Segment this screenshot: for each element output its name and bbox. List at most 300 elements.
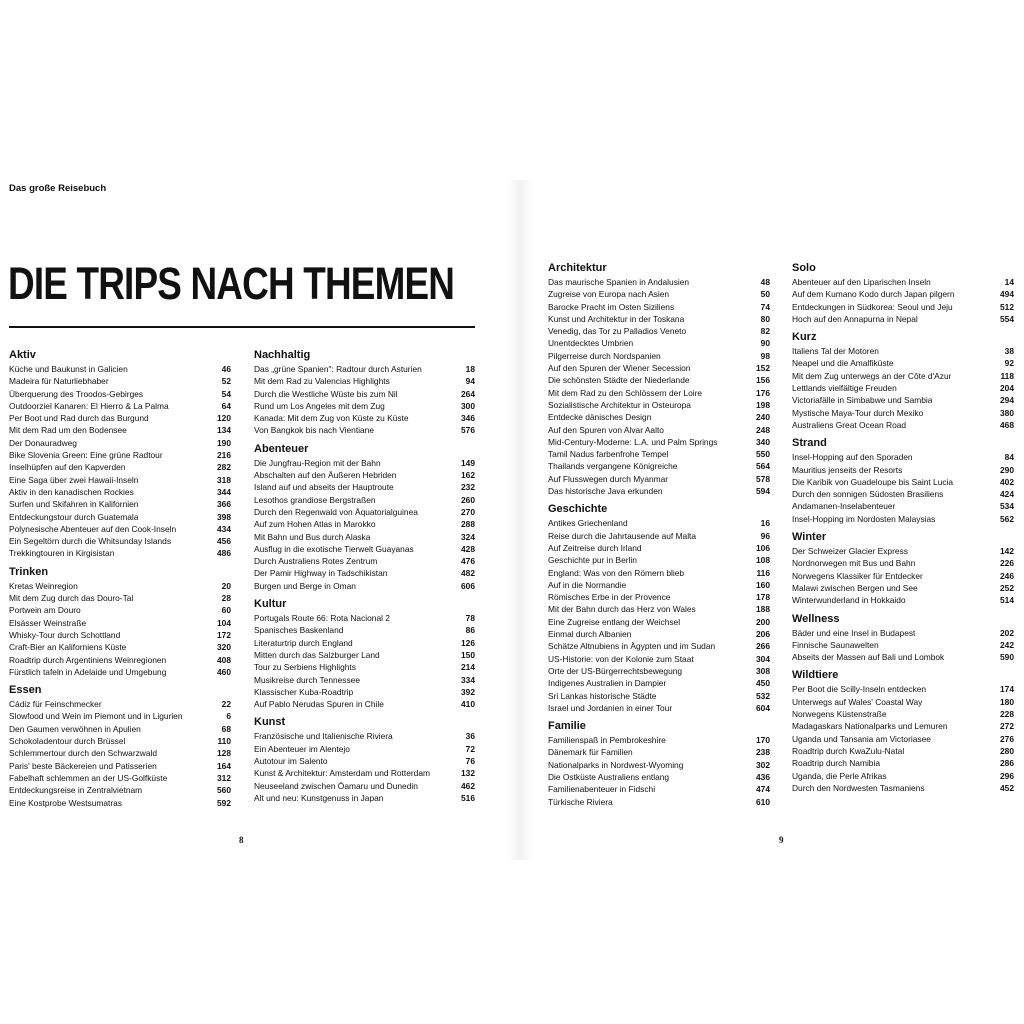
index-entry	[792, 370, 1014, 382]
entry-page-number: 190	[217, 437, 231, 448]
index-section	[548, 503, 770, 714]
index-entry	[254, 543, 475, 555]
entry-title: Per Boot die Scilly-Inseln entdecken	[792, 684, 927, 695]
entry-page-number: 450	[756, 678, 770, 689]
entry-title: Indigenes Australien in Dampier	[548, 678, 667, 689]
entry-title: Outdoorziel Kanaren: El Hierro & La Palma	[9, 400, 169, 411]
entry-page-number: 398	[217, 511, 231, 522]
entry-title: Entdecke dänisches Design	[548, 412, 652, 423]
index-entry	[254, 637, 475, 649]
index-entry	[548, 350, 770, 362]
entry-title: Auf den Spuren der Wiener Secession	[548, 363, 691, 374]
entry-title: Roadtrip durch KwaZulu-Natal	[792, 745, 905, 756]
entry-title: Auf dem Kumano Kodo durch Japan pilgern	[792, 289, 955, 300]
index-entry	[254, 363, 475, 375]
entry-page-number: 380	[1000, 407, 1014, 418]
entry-page-number: 232	[461, 482, 475, 493]
index-entry	[9, 710, 231, 722]
entry-page-number: 188	[756, 604, 770, 615]
entry-title: Eine Zugreise entlang der Weichsel	[548, 616, 681, 627]
index-entry	[9, 580, 231, 592]
entry-page-number: 152	[756, 363, 770, 374]
entry-page-number: 68	[221, 723, 231, 734]
entry-title: England: Was von den Römern blieb	[548, 567, 685, 578]
index-entry	[548, 690, 770, 702]
entry-page-number: 160	[756, 579, 770, 590]
entry-page-number: 436	[756, 771, 770, 782]
entry-page-number: 320	[217, 642, 231, 653]
entry-title: Madagaskars Nationalparks und Lemuren	[792, 721, 948, 732]
index-entry	[792, 394, 1014, 406]
entry-title: Tamil Nadus farbenfrohe Tempel	[548, 449, 669, 460]
entry-page-number: 516	[461, 792, 475, 803]
entry-page-number: 486	[217, 548, 231, 559]
entry-page-number: 562	[1000, 513, 1014, 524]
entry-title: Entdeckungstour durch Guatemala	[9, 511, 139, 522]
entry-page-number: 110	[217, 736, 231, 747]
entry-page-number: 564	[756, 461, 770, 472]
entry-page-number: 302	[756, 759, 770, 770]
entry-page-number: 156	[756, 375, 770, 386]
entry-title: Italiens Tal der Motoren	[792, 346, 879, 357]
entry-page-number: 118	[1000, 370, 1014, 381]
section-heading: Essen	[9, 684, 42, 697]
entry-page-number: 82	[760, 326, 770, 337]
entry-page-number: 206	[756, 629, 770, 640]
entry-page-number: 106	[756, 542, 770, 553]
entry-title: Mit Bahn und Bus durch Alaska	[254, 531, 371, 542]
entry-title: Durch die Westliche Wüste bis zum Nil	[254, 388, 398, 399]
index-entry	[548, 517, 770, 529]
entry-title: Orte der US-Bürgerrechtsbewegung	[548, 665, 683, 676]
entry-page-number: 50	[760, 289, 770, 300]
index-entry	[9, 641, 231, 653]
entry-page-number: 48	[760, 277, 770, 287]
entry-page-number: 576	[461, 425, 475, 436]
entry-page-number: 128	[217, 748, 231, 759]
index-entry	[9, 437, 231, 449]
entry-page-number: 134	[217, 425, 231, 436]
entry-page-number: 452	[1000, 782, 1014, 793]
page-number-right: 9	[779, 835, 784, 845]
entry-title: Israel und Jordanien in einer Tour	[548, 702, 673, 713]
index-entry	[792, 557, 1014, 569]
entry-page-number: 282	[217, 462, 231, 473]
index-entry	[792, 407, 1014, 419]
index-entry	[254, 780, 475, 792]
index-entry	[9, 388, 231, 400]
index-entry	[9, 547, 231, 559]
entry-title: Überquerung des Troodos-Gebirges	[9, 388, 144, 399]
index-section	[792, 531, 1014, 606]
index-entry	[548, 783, 770, 795]
entry-title: Schätze Altnubiens in Ägypten und im Sudan	[548, 641, 716, 652]
entry-page-number: 242	[1000, 639, 1014, 650]
index-entry	[548, 473, 770, 485]
index-section	[9, 349, 231, 560]
index-entry	[254, 674, 475, 686]
index-entry	[548, 411, 770, 423]
index-entry	[548, 276, 770, 288]
entry-page-number: 286	[1000, 758, 1014, 769]
entry-title: Mit der Bahn durch das Herz von Wales	[548, 604, 696, 615]
index-section	[548, 262, 770, 497]
index-entry	[254, 494, 475, 506]
entry-title: Whisky-Tour durch Schottland	[9, 629, 121, 640]
entry-page-number: 474	[756, 784, 770, 795]
index-entry	[548, 374, 770, 386]
index-entry	[792, 488, 1014, 500]
entry-title: Andamanen-Inselabenteuer	[792, 501, 896, 512]
entry-page-number: 266	[756, 641, 770, 652]
entry-page-number: 408	[217, 654, 231, 665]
entry-title: Pilgerreise durch Nordspanien	[548, 350, 661, 361]
section-heading: Geschichte	[548, 503, 608, 516]
index-entry	[548, 325, 770, 337]
section-heading: Wellness	[792, 612, 840, 625]
entry-title: Schokoladentour durch Brüssel	[9, 736, 126, 747]
index-entry	[9, 772, 231, 784]
index-entry	[9, 784, 231, 796]
entry-page-number: 366	[217, 499, 231, 510]
entry-page-number: 132	[461, 768, 475, 779]
index-entry	[9, 735, 231, 747]
entry-page-number: 98	[760, 350, 770, 361]
entry-page-number: 38	[1004, 346, 1014, 357]
entry-page-number: 90	[760, 338, 770, 349]
index-entry	[792, 683, 1014, 695]
entry-title: Auf Pablo Nerudas Spuren in Chile	[254, 699, 384, 710]
index-entry	[254, 743, 475, 755]
index-entry	[792, 720, 1014, 732]
index-entry	[9, 486, 231, 498]
index-entry	[792, 782, 1014, 794]
entry-page-number: 334	[461, 674, 475, 685]
entry-title: Per Boot und Rad durch das Burgund	[9, 413, 149, 424]
entry-title: Durch den sonnigen Südosten Brasiliens	[792, 489, 944, 500]
index-entry	[9, 511, 231, 523]
entry-title: Victoriafälle in Simbabwe und Sambia	[792, 395, 933, 406]
index-entry	[254, 767, 475, 779]
entry-title: Geschichte pur in Berlin	[548, 555, 637, 566]
entry-title: Barocke Pracht im Osten Siziliens	[548, 301, 675, 312]
entry-title: Die schönsten Städte der Niederlande	[548, 375, 690, 386]
entry-title: Craft-Bier an Kaliforniens Küste	[9, 642, 127, 653]
entry-title: Mit dem Zug durch das Douro-Tal	[9, 593, 134, 604]
entry-page-number: 308	[756, 665, 770, 676]
entry-title: Nationalparks in Nordwest-Wyoming	[548, 759, 684, 770]
entry-page-number: 534	[1000, 501, 1014, 512]
section-heading: Abenteuer	[254, 442, 309, 455]
index-entry	[9, 723, 231, 735]
index-entry	[254, 457, 475, 469]
entry-title: Ein Segeltörn durch die Whitsunday Islands	[9, 536, 172, 547]
index-entry	[548, 603, 770, 615]
index-entry	[254, 624, 475, 636]
entry-title: Autotour im Salento	[254, 756, 328, 767]
index-entry	[792, 301, 1014, 313]
entry-title: Spanisches Baskenland	[254, 625, 344, 636]
index-entry	[9, 629, 231, 641]
index-entry	[9, 461, 231, 473]
entry-title: Kanada: Mit dem Zug von Küste zu Küste	[254, 413, 409, 424]
entry-title: Uganda und Tansania am Victoriasee	[792, 733, 931, 744]
entry-page-number: 606	[461, 580, 475, 591]
entry-page-number: 270	[461, 506, 475, 517]
entry-page-number: 550	[756, 449, 770, 460]
entry-page-number: 80	[760, 313, 770, 324]
index-entry	[254, 580, 475, 592]
index-entry	[548, 542, 770, 554]
entry-title: Burgen und Berge in Oman	[254, 580, 356, 591]
index-entry	[9, 747, 231, 759]
entry-title: Auf Flusswegen durch Myanmar	[548, 473, 669, 484]
entry-title: Entdeckungen in Südkorea: Seoul und Jeju	[792, 301, 953, 312]
index-entry	[792, 757, 1014, 769]
book-gutter-shadow	[508, 180, 532, 860]
entry-title: Schlemmertour durch den Schwarzwald	[9, 748, 158, 759]
index-entry	[254, 730, 475, 742]
entry-title: Portwein am Douro	[9, 605, 81, 616]
index-section	[792, 669, 1014, 794]
entry-title: Thailands vergangene Königreiche	[548, 461, 678, 472]
entry-page-number: 36	[465, 731, 475, 742]
index-entry	[9, 363, 231, 375]
entry-title: Auf in die Normandie	[548, 579, 627, 590]
entry-page-number: 126	[461, 637, 475, 648]
entry-page-number: 22	[221, 699, 231, 710]
index-entry	[254, 518, 475, 530]
entry-title: Die Karibik von Guadeloupe bis Saint Lucia	[792, 476, 954, 487]
entry-title: Surfen und Skifahren in Kalifornien	[9, 499, 139, 510]
entry-title: Bäder und eine Insel in Budapest	[792, 627, 916, 638]
entry-page-number: 594	[756, 486, 770, 497]
entry-title: Französische und Italienische Riviera	[254, 731, 393, 742]
entry-page-number: 340	[756, 436, 770, 447]
index-section	[792, 437, 1014, 525]
entry-title: Polynesische Abenteuer auf den Cook-Inseln	[9, 523, 177, 534]
entry-page-number: 170	[756, 735, 770, 746]
entry-page-number: 312	[217, 772, 231, 783]
entry-title: Mit dem Rad zu den Schlössern der Loire	[548, 387, 703, 398]
entry-page-number: 92	[1004, 358, 1014, 369]
index-entry	[792, 500, 1014, 512]
index-entry	[254, 661, 475, 673]
index-entry	[548, 628, 770, 640]
entry-title: Küche und Baukunst in Galicien	[9, 364, 128, 374]
index-column-1	[9, 349, 231, 815]
section-heading: Trinken	[9, 565, 49, 578]
index-entry	[254, 400, 475, 412]
entry-page-number: 54	[221, 388, 231, 399]
index-entry	[548, 567, 770, 579]
entry-page-number: 162	[461, 470, 475, 481]
entry-title: Mitten durch das Salzburger Land	[254, 649, 380, 660]
entry-title: Aktiv in den kanadischen Rockies	[9, 486, 134, 497]
entry-page-number: 150	[461, 649, 475, 660]
entry-title: Roadtrip durch Argentiniens Weinregionen	[9, 654, 167, 665]
entry-title: Lettlands vielfältige Freuden	[792, 383, 897, 394]
index-entry	[792, 696, 1014, 708]
index-entry	[792, 651, 1014, 663]
entry-title: Rund um Los Angeles mit dem Zug	[254, 400, 385, 411]
entry-page-number: 142	[1000, 546, 1014, 557]
index-entry	[9, 698, 231, 710]
index-entry	[548, 424, 770, 436]
entry-page-number: 202	[1000, 627, 1014, 638]
entry-title: Der Schweizer Glacier Express	[792, 546, 908, 557]
entry-title: Sozialistische Architektur in Osteuropa	[548, 399, 691, 410]
entry-page-number: 214	[461, 662, 475, 673]
entry-title: Sri Lankas historische Städte	[548, 690, 657, 701]
entry-title: Cádiz für Feinschmecker	[9, 699, 102, 710]
index-entry	[548, 702, 770, 714]
index-entry	[548, 399, 770, 411]
index-entry	[792, 545, 1014, 557]
entry-title: Ausflug in die exotische Tierwelt Guayanas	[254, 543, 414, 554]
entry-title: Mit dem Rad zu Valencias Highlights	[254, 376, 390, 387]
entry-page-number: 532	[756, 690, 770, 701]
entry-page-number: 16	[760, 518, 770, 529]
entry-title: Eine Saga über zwei Hawaii-Inseln	[9, 474, 139, 485]
entry-title: Mid-Century-Moderne: L.A. und Palm Springs	[548, 436, 718, 447]
index-entry	[792, 464, 1014, 476]
entry-title: Mauritius jenseits der Resorts	[792, 464, 903, 475]
entry-page-number: 246	[1000, 570, 1014, 581]
entry-title: Literaturtrip durch England	[254, 637, 353, 648]
entry-page-number: 120	[217, 413, 231, 424]
entry-page-number: 280	[1000, 745, 1014, 756]
entry-page-number: 578	[756, 473, 770, 484]
entry-page-number: 228	[1000, 709, 1014, 720]
entry-page-number: 200	[756, 616, 770, 627]
entry-page-number: 252	[1000, 582, 1014, 593]
entry-page-number: 304	[756, 653, 770, 664]
entry-page-number: 226	[1000, 558, 1014, 569]
index-section	[792, 331, 1014, 431]
entry-title: Neuseeland zwischen Ōamaru und Dunedin	[254, 780, 418, 791]
entry-page-number: 28	[221, 593, 231, 604]
index-entry	[254, 388, 475, 400]
section-heading: Wildtiere	[792, 669, 839, 682]
index-entry	[9, 604, 231, 616]
index-entry	[792, 451, 1014, 463]
index-section	[548, 720, 770, 808]
entry-page-number: 216	[217, 450, 231, 461]
entry-page-number: 476	[461, 556, 475, 567]
index-entry	[254, 555, 475, 567]
index-entry	[548, 653, 770, 665]
entry-page-number: 494	[1000, 289, 1014, 300]
entry-title: Kunst und Architektur in der Toskana	[548, 313, 685, 324]
index-entry	[254, 567, 475, 579]
index-entry	[548, 579, 770, 591]
entry-page-number: 300	[461, 400, 475, 411]
index-entry	[254, 531, 475, 543]
entry-title: Der Donauradweg	[9, 437, 77, 448]
index-entry	[9, 760, 231, 772]
entry-page-number: 198	[756, 399, 770, 410]
entry-title: Die Jungfrau-Region mit der Bahn	[254, 457, 381, 468]
entry-title: Das „grüne Spanien": Radtour durch Asturien	[254, 364, 422, 374]
entry-title: Der Pamir Highway in Tadschikistan	[254, 568, 388, 579]
section-heading: Solo	[792, 262, 816, 274]
entry-page-number: 460	[217, 666, 231, 677]
entry-page-number: 272	[1000, 721, 1014, 732]
entry-page-number: 514	[1000, 595, 1014, 606]
entry-title: Neapel und die Amalfiküste	[792, 358, 894, 369]
entry-title: Norwegens Küstenstraße	[792, 709, 887, 720]
index-entry	[792, 582, 1014, 594]
entry-title: Klassischer Kuba-Roadtrip	[254, 686, 354, 697]
index-entry	[9, 498, 231, 510]
entry-page-number: 554	[1000, 313, 1014, 324]
entry-page-number: 96	[760, 530, 770, 541]
entry-title: Ein Abenteuer im Alentejo	[254, 743, 350, 754]
index-entry	[548, 448, 770, 460]
index-entry	[548, 591, 770, 603]
entry-page-number: 238	[756, 747, 770, 758]
index-entry	[548, 362, 770, 374]
page-number-left: 8	[239, 835, 244, 845]
entry-page-number: 462	[461, 780, 475, 791]
entry-page-number: 18	[465, 364, 475, 374]
entry-page-number: 294	[1000, 395, 1014, 406]
entry-title: Die Ostküste Australiens entlang	[548, 771, 670, 782]
index-entry	[254, 649, 475, 661]
entry-title: Abschalten auf den Äußeren Hebriden	[254, 470, 397, 481]
entry-title: Reise durch die Jahrtausende auf Malta	[548, 530, 697, 541]
entry-title: Uganda, die Perle Afrikas	[792, 770, 887, 781]
entry-title: Durch Australiens Rotes Zentrum	[254, 556, 378, 567]
entry-title: Von Bangkok bis nach Vientiane	[254, 425, 374, 436]
entry-title: Nordnorwegen mit Bus und Bahn	[792, 558, 916, 569]
index-entry	[792, 357, 1014, 369]
entry-title: Insel-Hopping im Nordosten Malaysias	[792, 513, 936, 524]
index-section	[254, 443, 475, 592]
index-entry	[792, 313, 1014, 325]
index-entry	[792, 570, 1014, 582]
entry-title: Island auf und abseits der Hauptroute	[254, 482, 394, 493]
index-entry	[254, 469, 475, 481]
entry-page-number: 86	[465, 625, 475, 636]
entry-title: Unterwegs auf Wales' Coastal Way	[792, 696, 923, 707]
entry-page-number: 104	[217, 617, 231, 628]
entry-title: Abenteuer auf den Liparischen Inseln	[792, 277, 931, 287]
entry-page-number: 318	[217, 474, 231, 485]
entry-page-number: 108	[756, 555, 770, 566]
entry-page-number: 52	[221, 376, 231, 387]
index-entry	[548, 746, 770, 758]
entry-title: Bike Slovenia Green: Eine grüne Radtour	[9, 450, 163, 461]
entry-page-number: 176	[756, 387, 770, 398]
entry-title: Entdeckungsreise in Zentralvietnam	[9, 785, 143, 796]
index-entry	[548, 771, 770, 783]
index-entry	[792, 276, 1014, 288]
entry-page-number: 174	[1000, 684, 1014, 695]
index-entry	[548, 288, 770, 300]
entry-title: Kunst & Architektur: Amsterdam und Rotterdam	[254, 768, 430, 779]
index-entry	[548, 387, 770, 399]
entry-title: Trekkingtouren in Kirgisistan	[9, 548, 115, 559]
index-entry	[792, 639, 1014, 651]
entry-title: Paris' beste Bäckereien und Patisserien	[9, 760, 157, 771]
index-entry	[254, 755, 475, 767]
section-heading: Familie	[548, 720, 586, 733]
index-section	[254, 349, 475, 437]
index-section	[792, 613, 1014, 664]
index-entry	[792, 594, 1014, 606]
